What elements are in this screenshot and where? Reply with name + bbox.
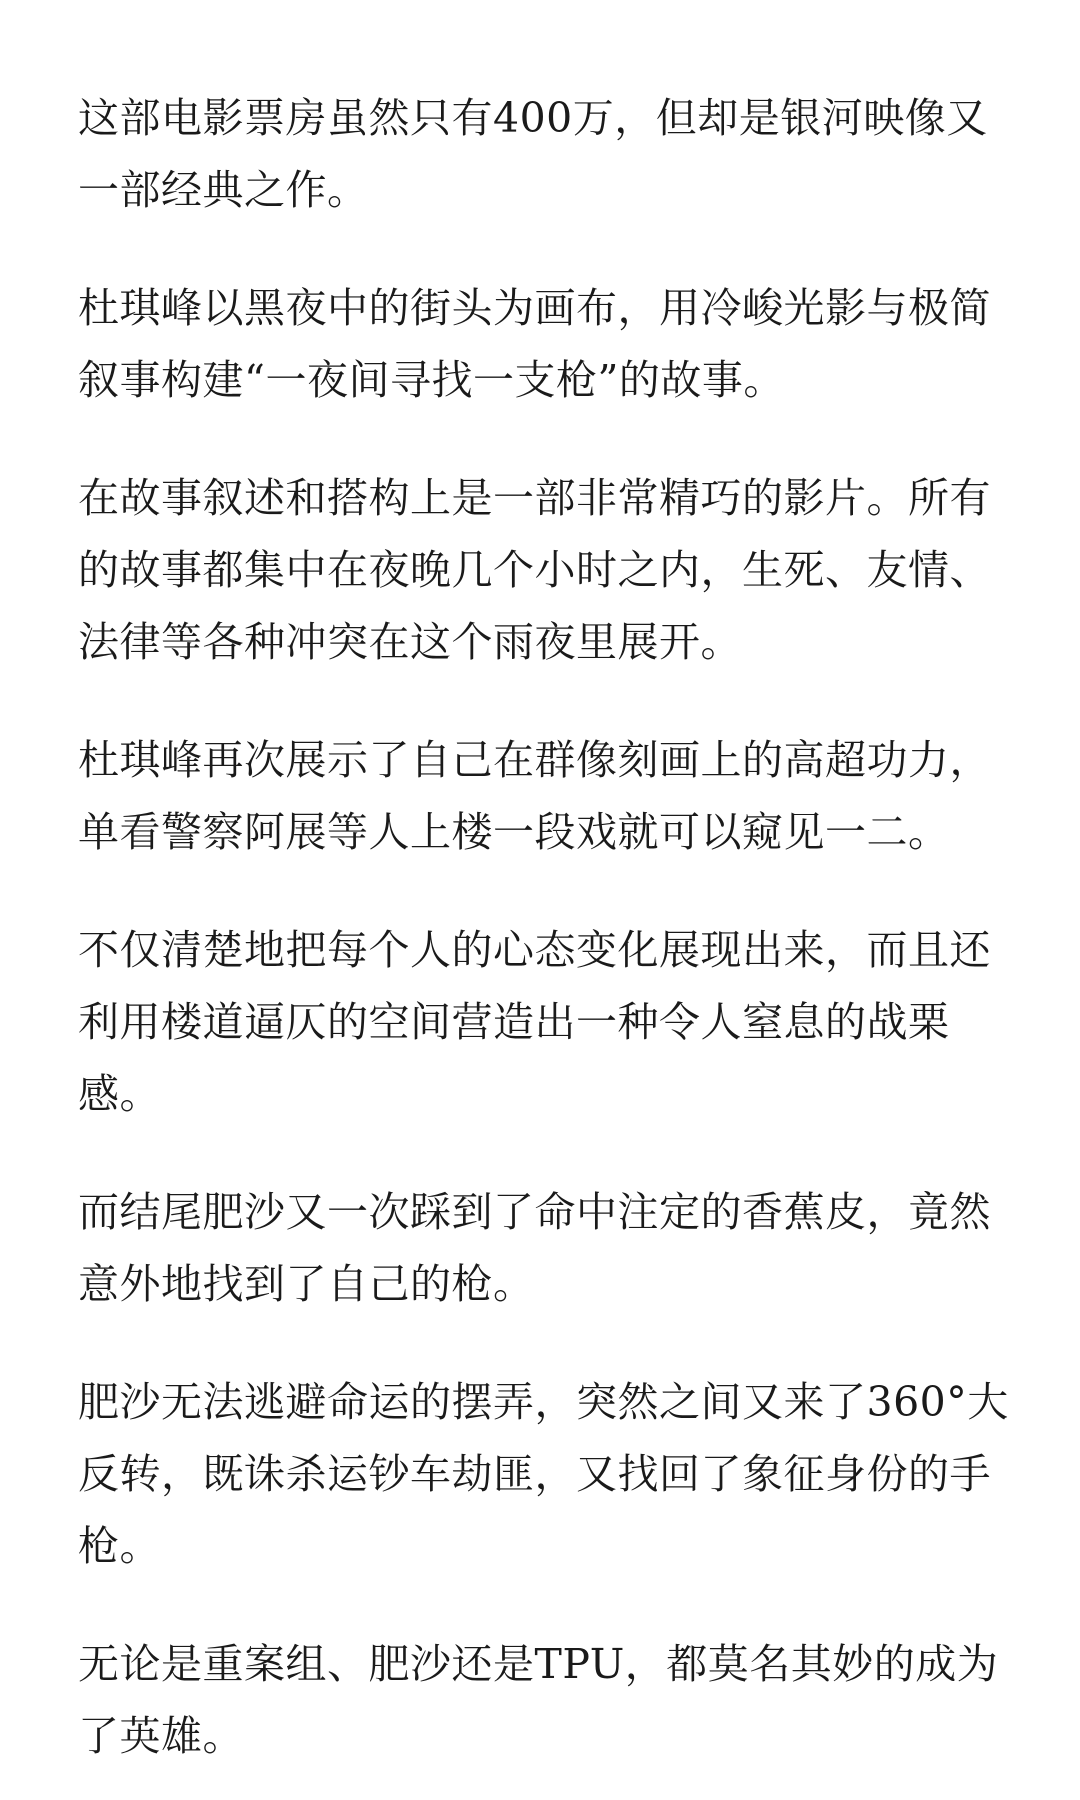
paragraph-3: 在故事叙述和搭构上是一部非常精巧的影片。所有的故事都集中在夜晚几个小时之内，生死、友情、法律等各种冲突在这个雨夜里展开。 <box>78 474 991 666</box>
paragraph-1: 这部电影票房虽然只有400万，但却是银河映像又一部经典之作。 <box>78 94 988 214</box>
paragraph-7: 肥沙无法逃避命运的摆弄，突然之间又来了360°大反转，既诛杀运钞车劫匪，又找回了象征身份的手枪。 <box>78 1378 1009 1570</box>
paragraph-2: 杜琪峰以黑夜中的街头为画布，用冷峻光影与极简叙事构建“一夜间寻找一支枪”的故事。 <box>78 284 991 404</box>
paragraph-4: 杜琪峰再次展示了自己在群像刻画上的高超功力，单看警察阿展等人上楼一段戏就可以窥见一二。 <box>78 736 991 856</box>
paragraph-8: 无论是重案组、肥沙还是TPU，都莫名其妙的成为了英雄。 <box>78 1640 999 1760</box>
paragraph-5: 不仅清楚地把每个人的心态变化展现出来，而且还利用楼道逼仄的空间营造出一种令人窒息的战栗感。 <box>78 926 991 1118</box>
paragraph-6: 而结尾肥沙又一次踩到了命中注定的香蕉皮，竟然意外地找到了自己的枪。 <box>78 1188 991 1308</box>
article-body <box>78 82 1018 1772</box>
